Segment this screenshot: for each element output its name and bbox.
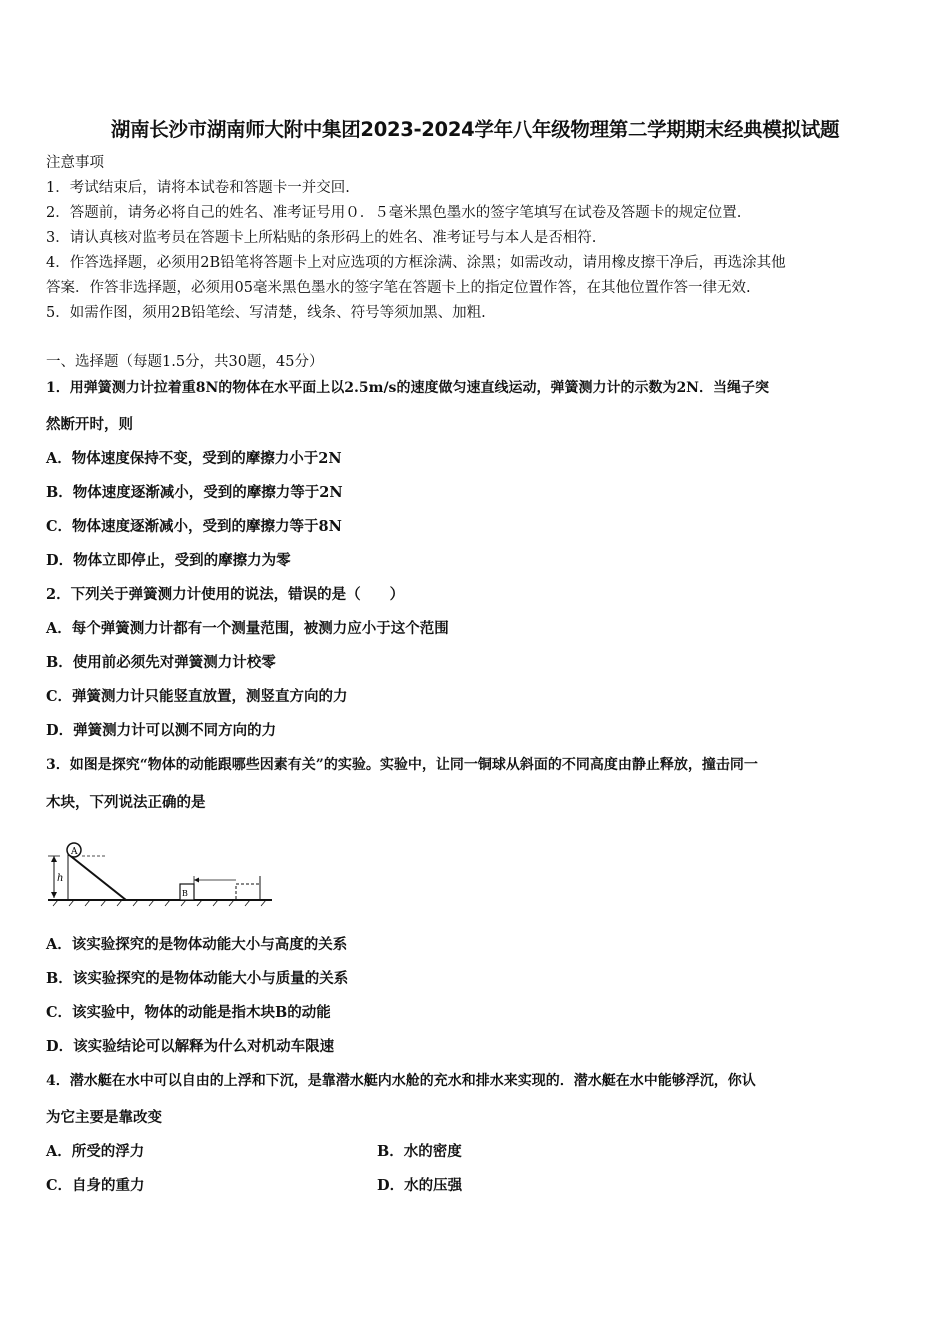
notice-item: 答案．作答非选择题，必须用05毫米黑色墨水的签字笔在答题卡上的指定位置作答，在其他位置作答一律无效.	[46, 280, 751, 296]
notice-item: 2．答题前，请务必将自己的姓名、准考证号用０．５毫米黑色墨水的签字笔填写在试卷及答题卡的规定位置.	[46, 205, 742, 221]
incline-surface	[68, 854, 126, 900]
question-4-option-b: B．水的密度	[377, 1143, 462, 1160]
height-arrow-down	[51, 892, 57, 898]
question-3-option-d: D．该实验结论可以解释为什么对机动车限速	[46, 1038, 335, 1055]
notice-item: 1．考试结束后，请将本试卷和答题卡一并交回.	[46, 180, 350, 196]
block-label: B	[182, 889, 188, 898]
question-4-option-d: D．水的压强	[377, 1177, 463, 1194]
question-4-stem-cont: 为它主要是靠改变	[46, 1109, 162, 1126]
height-arrow-up	[51, 856, 57, 862]
notice-item: 5．如需作图，须用2B铅笔绘、写清楚，线条、符号等须加黑、加粗.	[46, 305, 486, 321]
section-heading: 一、选择题（每题1.5分，共30题，45分）	[46, 354, 324, 370]
ball-label: A	[71, 847, 78, 857]
question-2-option-a: A．每个弹簧测力计都有一个测量范围，被测力应小于这个范围	[46, 620, 449, 637]
question-4-option-c: C．自身的重力	[46, 1177, 145, 1194]
question-4-stem: 4．潜水艇在水中可以自由的上浮和下沉，是靠潜水艇内水舱的充水和排水来实现的．潜水艇在水中能够浮沉，你认	[46, 1073, 756, 1089]
question-2-option-b: B．使用前必须先对弹簧测力计校零	[46, 654, 276, 671]
notice-item: 4．作答选择题，必须用2B铅笔将答题卡上对应选项的方框涂满、涂黑；如需改动，请用橡皮擦干净后，再选涂其他	[46, 255, 786, 271]
notice-heading: 注意事项	[46, 155, 104, 171]
question-3-stem: 3．如图是探究“物体的动能跟哪些因素有关”的实验。实验中，让同一铜球从斜面的不同高度由静止释放，撞击同一	[46, 757, 758, 773]
page-title: 湖南长沙市湖南师大附中集团2023-2024学年八年级物理第二学期期末经典模拟试题	[110, 118, 840, 141]
question-2-stem: 2．下列关于弹簧测力计使用的说法，错误的是（ ）	[46, 586, 405, 603]
incline-experiment-figure	[46, 838, 276, 908]
question-3-option-a: A．该实验探究的是物体动能大小与高度的关系	[46, 936, 348, 953]
question-1-option-d: D．物体立即停止，受到的摩擦力为零	[46, 552, 291, 569]
question-2-option-c: C．弹簧测力计只能竖直放置，测竖直方向的力	[46, 688, 348, 705]
question-3-stem-cont: 木块，下列说法正确的是	[46, 794, 206, 811]
question-1-option-a: A．物体速度保持不变，受到的摩擦力小于2N	[46, 450, 342, 467]
question-3-option-c: C．该实验中，物体的动能是指木块B的动能	[46, 1004, 331, 1021]
question-3-option-b: B．该实验探究的是物体动能大小与质量的关系	[46, 970, 349, 987]
question-4-option-a: A．所受的浮力	[46, 1143, 145, 1160]
height-label: h	[57, 873, 64, 884]
distance-arrow-left	[194, 878, 199, 883]
question-1-option-b: B．物体速度逐渐减小，受到的摩擦力等于2N	[46, 484, 343, 501]
question-1-stem-cont: 然断开时，则	[46, 416, 133, 433]
question-2-option-d: D．弹簧测力计可以测不同方向的力	[46, 722, 277, 739]
notice-item: 3．请认真核对监考员在答题卡上所粘贴的条形码上的姓名、准考证号与本人是否相符.	[46, 230, 597, 246]
question-1-option-c: C．物体速度逐渐减小，受到的摩擦力等于8N	[46, 518, 342, 535]
block-final-position	[236, 884, 260, 900]
question-1-stem: 1．用弹簧测力计拉着重8N的物体在水平面上以2.5m/s的速度做匀速直线运动，弹簧测力计的示数为2N．当绳子突	[46, 380, 769, 396]
